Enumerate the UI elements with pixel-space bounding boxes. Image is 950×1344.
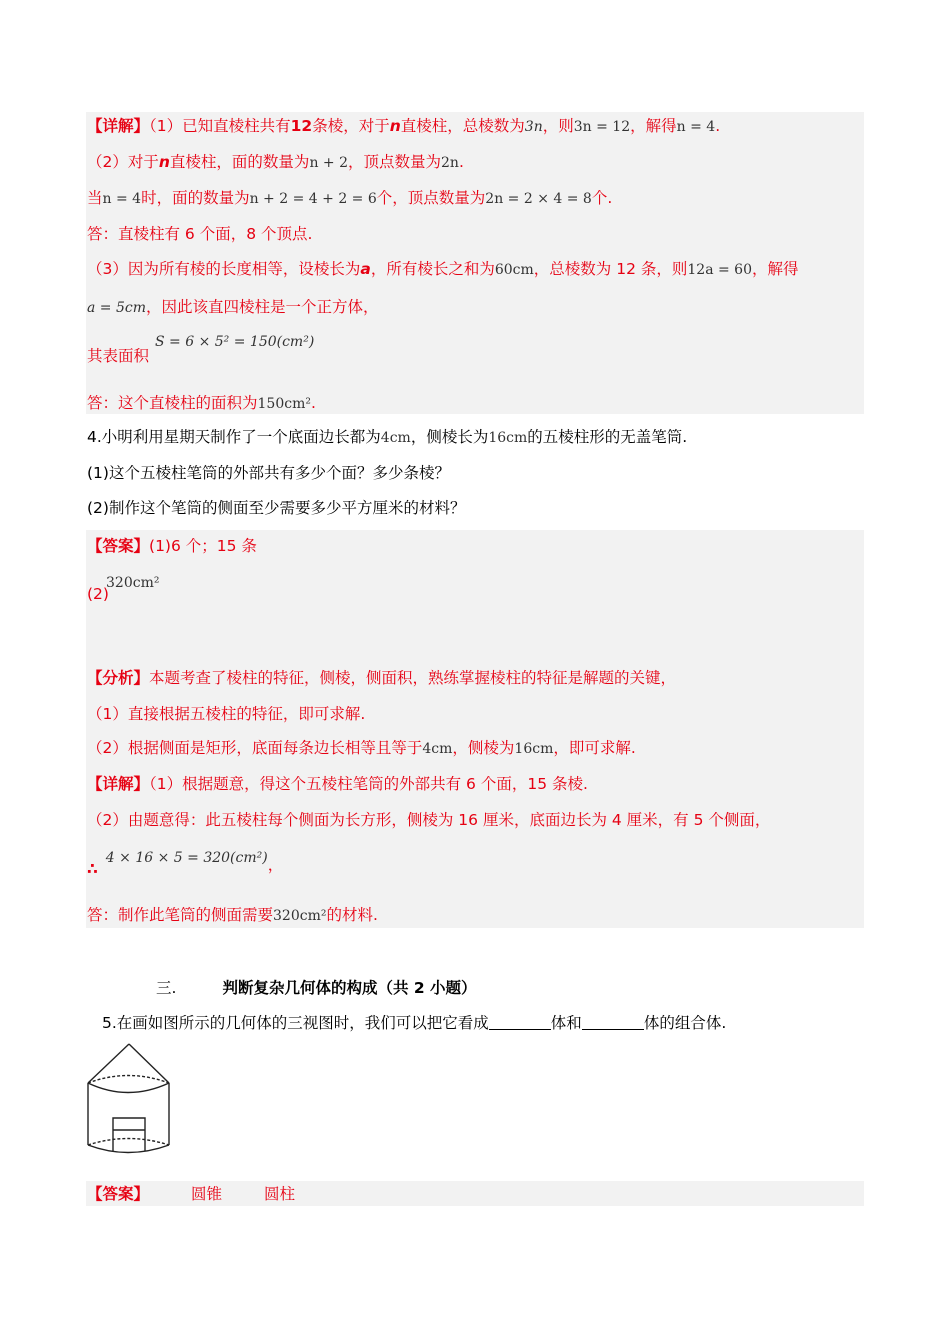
solution-3-line-7: 其表面积 xyxy=(87,347,150,365)
math-lateral-area: 4 × 16 × 5 = 320(cm²) xyxy=(105,850,268,866)
analysis-line-3: （2）根据侧面是矩形，底面每条边长相等且等于4cm，侧棱为16cm，即可求解. xyxy=(87,739,636,757)
cylinder-bottom-back-arc xyxy=(88,1139,169,1146)
solution-3-line-1: 【详解】（1）已知直棱柱共有12条棱，对于n直棱柱，总棱数为3n，则3n = 12，解得n = 4. xyxy=(87,117,721,135)
cylinder-bottom-arc xyxy=(88,1145,169,1153)
math-12a-eq-60: 12a = 60 xyxy=(687,262,752,278)
solution-3-line-8: 答：这个直棱柱的面积为150cm². xyxy=(87,394,316,412)
solution-3-line-4: 答：直棱柱有 6 个面，8 个顶点. xyxy=(87,225,313,243)
answer-4-line-1: 【答案】(1)6 个；15 条 xyxy=(87,537,257,555)
solution-3-line-2: （2）对于n直棱柱，面的数量为n + 2，顶点数量为2n. xyxy=(87,153,464,171)
analysis-line-1: 【分析】本题考查了棱柱的特征，侧棱，侧面积，熟练掌握棱柱的特征是解题的关键， xyxy=(87,669,677,687)
solution-3-line-6: a = 5cm，因此该直四棱柱是一个正方体， xyxy=(87,298,379,316)
question-4-line-2: (1)这个五棱柱笔筒的外部共有多少个面？多少条棱？ xyxy=(87,464,450,482)
cone-cylinder-figure xyxy=(80,1040,180,1160)
solution-3-line-3: 当n = 4时，面的数量为n + 2 = 4 + 2 = 6个，顶点数量为2n = 2 × 4 = 8个. xyxy=(87,189,613,207)
answer-blank-2[interactable] xyxy=(582,1015,644,1030)
therefore-symbol: ∴ xyxy=(87,860,98,878)
answer-blank-1[interactable] xyxy=(489,1015,551,1030)
math-150cm2: 150cm² xyxy=(257,396,311,412)
math-60cm: 60cm xyxy=(494,262,534,278)
detail-tag: 【详解】 xyxy=(87,775,150,793)
math-a-eq-5cm: a = 5cm xyxy=(87,300,147,316)
solution-3-line-5: （3）因为所有棱的长度相等，设棱长为a，所有棱长之和为60cm，总棱数为 12 条，则12a = 60，解得 xyxy=(87,260,799,278)
answer-tag: 【答案】 xyxy=(87,1185,150,1203)
detail-4-line-1: 【详解】（1）根据题意，得这个五棱柱笔筒的外部共有 6 个面，15 条棱. xyxy=(87,775,588,793)
math-2n: 2n xyxy=(441,155,459,171)
analysis-line-2: （1）直接根据五棱柱的特征，即可求解. xyxy=(87,705,366,723)
answer-value-2: 圆柱 xyxy=(264,1185,296,1203)
question-4-line-3: (2)制作这个笔筒的侧面至少需要多少平方厘米的材料？ xyxy=(87,499,466,517)
section-title: 判断复杂几何体的构成（共 2 小题） xyxy=(222,979,477,997)
question-5: 5.在画如图所示的几何体的三视图时，我们可以把它看成 体和 体的组合体. xyxy=(102,1014,727,1032)
cone-base-front-arc xyxy=(88,1083,169,1093)
answer-tag: 【答案】 xyxy=(87,537,150,555)
analysis-tag: 【分析】 xyxy=(87,669,150,687)
math-3n: 3n xyxy=(524,119,543,135)
math-n-eq-4: n = 4 xyxy=(676,119,716,135)
detail-4-line-4: 答：制作此笔筒的侧面需要320cm²的材料. xyxy=(87,906,378,924)
math-vertices-count: 2n = 2 × 4 = 8 xyxy=(485,191,592,207)
math-surface-area: S = 6 × 5² = 150(cm²) xyxy=(155,334,315,350)
section-number: 三. xyxy=(156,979,177,997)
detail-4-line-3: ∴4 × 16 × 5 = 320(cm²)， xyxy=(87,850,284,878)
cone-base-back-arc xyxy=(88,1076,169,1084)
section-header xyxy=(156,976,477,998)
math-answer-320cm2: 320cm² xyxy=(106,575,160,591)
answer-value-1: 圆锥 xyxy=(191,1185,223,1203)
math-n-plus-2: n + 2 xyxy=(309,155,348,171)
detail-4-line-2: （2）由题意得：此五棱柱每个侧面为长方形，侧棱为 16 厘米，底面边长为 4 厘米，有 5 个侧面， xyxy=(87,811,771,829)
door-outline xyxy=(113,1118,145,1151)
math-faces-count: n + 2 = 4 + 2 = 6 xyxy=(249,191,377,207)
answer-4-line-2: (2) xyxy=(87,585,109,603)
math-3n-eq-12: 3n = 12 xyxy=(573,119,631,135)
detail-tag: 【详解】 xyxy=(87,117,150,135)
answer-5-line xyxy=(87,1183,295,1205)
question-4-line-1: 4.小明利用星期天制作了一个底面边长都为4cm，侧棱长为16cm的五棱柱形的无盖笔筒. xyxy=(87,428,688,446)
